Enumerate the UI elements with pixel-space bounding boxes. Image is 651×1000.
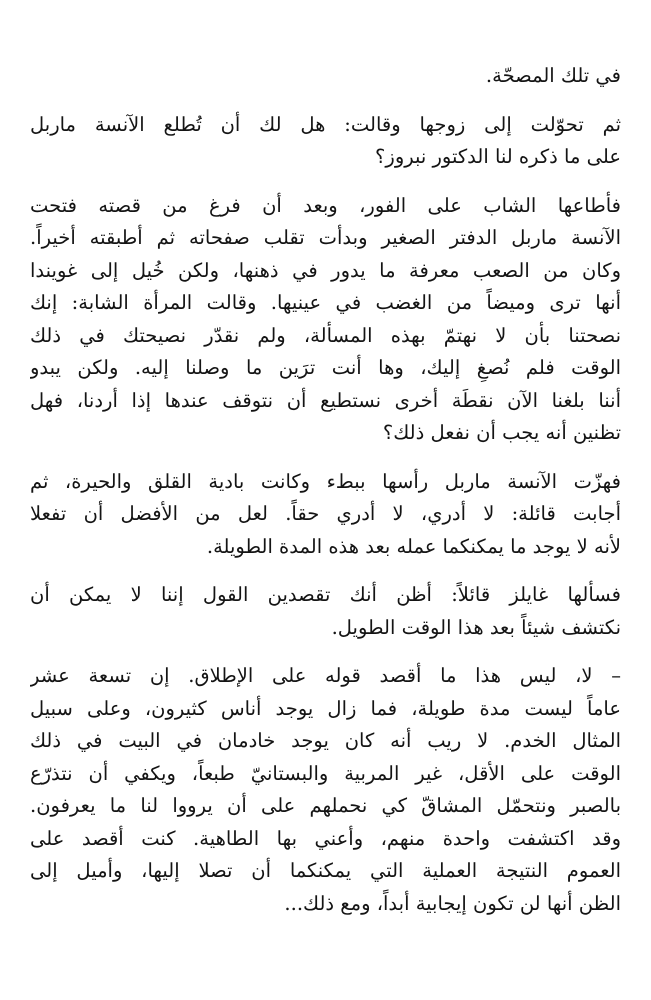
text-line: ثم تحوّلت إلى زوجها وقالت: هل لك أن تُطلع الآنسة ماربل bbox=[30, 112, 621, 136]
text-line: أنها ترى وميضاً من الغضب في عينيها. وقالت المرأة الشابة: إنك bbox=[30, 291, 621, 314]
text-line: لأنه لا يوجد ما يمكنكما عمله بعد هذه المدة الطويلة. bbox=[206, 534, 621, 558]
paragraph-2 bbox=[30, 109, 621, 174]
paragraph-4 bbox=[30, 466, 621, 564]
text-line: الوقت على الأقل، غير المربية والبستانيّ طبعاً، ويكفي أن نتذرّع bbox=[30, 761, 621, 785]
text-line: المثال الخدم. لا ريب أنه كان يوجد خادمان في البيت في ذلك bbox=[30, 729, 621, 752]
paragraph-1 bbox=[30, 60, 621, 93]
text-line: أننا بلغنا الآن نقطَة أخرى نستطيع أن نتوقف عندها إذا أردنا، فهل bbox=[30, 388, 621, 412]
text-line: فأطاعها الشاب على الفور، وبعد أن فرغ من قصته فتحت bbox=[30, 193, 621, 217]
text-line: فسألها غايلز قائلاً: أظن أنك تقصدين القول إننا لا يمكن أن bbox=[30, 583, 621, 606]
text-line: عاماً ليست مدة طويلة، فما زال يوجد أناس كثيرون، وعلى سبيل bbox=[30, 696, 621, 720]
text-line: وكان من الصعب معرفة ما يدور في ذهنها، ولكن خُيل إلى غويندا bbox=[30, 258, 621, 282]
text-line: في تلك المصحّة. bbox=[485, 64, 621, 87]
paragraph-6 bbox=[30, 660, 621, 920]
text-line: فهزّت الآنسة ماربل رأسها ببطء وكانت بادية القلق والحيرة، ثم bbox=[30, 469, 621, 493]
text-line: على ما ذكره لنا الدكتور نبروز؟ bbox=[375, 145, 621, 168]
text-line: وقد اكتشفت واحدة منهم، وأعني بها الطاهية. كنت أقصد على bbox=[30, 826, 621, 850]
text-line: نكتشف شيئاً بعد هذا الوقت الطويل. bbox=[331, 615, 621, 639]
text-line: تظنين أنه يجب أن نفعل ذلك؟ bbox=[382, 421, 621, 444]
text-line: – لا، ليس هذا ما أقصد قوله على الإطلاق. إن تسعة عشر bbox=[30, 664, 621, 687]
paragraph-5 bbox=[30, 579, 621, 644]
text-line: العموم النتيجة العملية التي يمكنكما أن تصلا إليها، وأميل إلى bbox=[30, 859, 621, 882]
text-line: الوقت فلم نُصغِ إليك، وها أنت ترَين ما وصلنا إليه. ولكن يبدو bbox=[30, 356, 621, 379]
paragraph-3 bbox=[30, 190, 621, 450]
text-line: الظن أنها لن تكون إيجابية أبداً، ومع ذلك... bbox=[284, 891, 621, 915]
text-line: بالصبر ونتحمّل المشاقّ كي نحملهم على أن يرووا لنا ما يعرفون. bbox=[30, 794, 621, 817]
text-line: نصحتنا بأن لا نهتمّ بهذه المسألة، ولم نقدّر نصيحتك في ذلك bbox=[30, 323, 621, 347]
text-line: الآنسة ماربل الدفتر الصغير وبدأت تقلب صفحاته ثم أطبقته أخيراً. bbox=[30, 226, 621, 249]
text-line: أجابت قائلة: لا أدري، لا أدري حقاً. لعل من الأفضل أن تفعلا bbox=[30, 502, 621, 525]
